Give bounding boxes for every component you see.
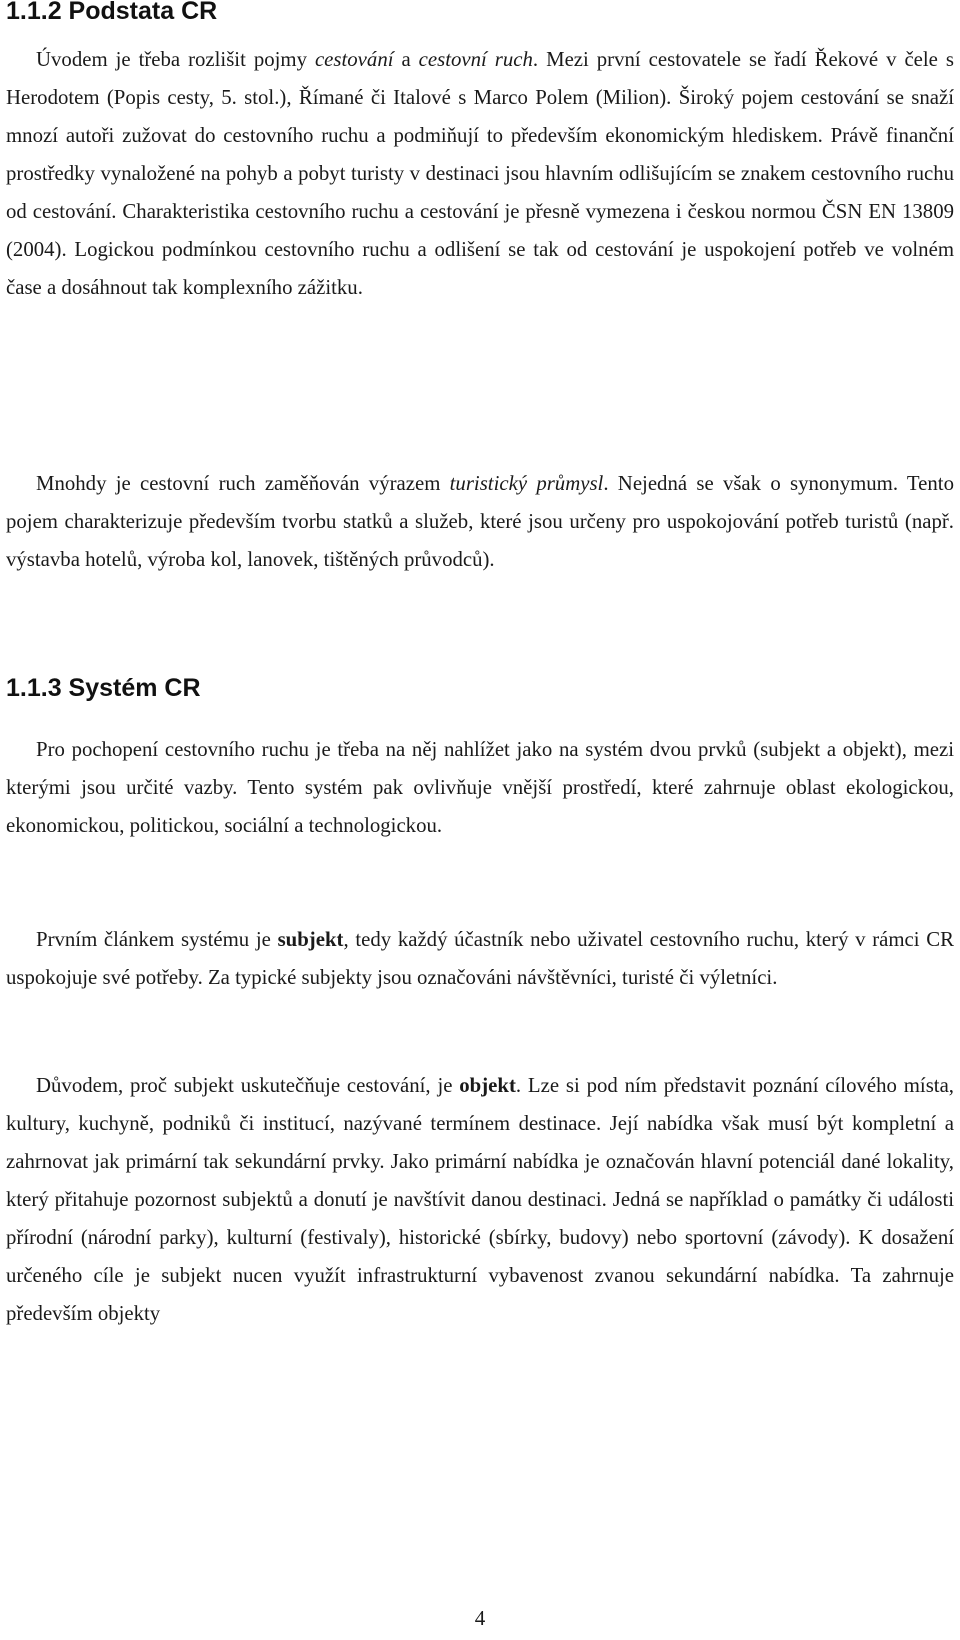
heading-podstata-cr: 1.1.2 Podstata CR bbox=[6, 0, 218, 25]
italic-term-turisticky-prumysl: turistický průmysl bbox=[449, 472, 604, 495]
paragraph-cestovani-vs-cestovni-ruch bbox=[6, 41, 954, 307]
text-run: Důvodem, proč subjekt uskutečňuje cestování, je bbox=[36, 1074, 460, 1097]
paragraph-objekt bbox=[6, 1067, 954, 1333]
text-run: , tedy každý účastník nebo uživatel cestovního ruchu, který v rámci CR uspokojuje své potřeby. Za typické subjekty jsou označováni návštěvníci, turisté či výletníci. bbox=[6, 928, 954, 989]
text-run: . Lze si pod ním představit poznání cílového místa, kultury, kuchyně, podniků či institucí, nazývané termínem destinace. Její nabídka však musí být kompletní a zahrnovat jak primární tak sekundární prvky. Jako primární nabídka je označován hlavní potenciál dané lokality, který přitahuje pozornost subjektů a donutí je navštívit danou destinaci. Jedná se například o památky či události přírodní (národní parky), kulturní (festivaly), historické (sbírky, budovy) nebo sportovní (závody). K dosažení určeného cíle je subjekt nucen využít infrastrukturní vybavenost zvanou sekundární nabídka. Ta zahrnuje především objekty bbox=[6, 1074, 954, 1325]
text-run: . Nejedná se však o synonymum. Tento pojem charakterizuje především tvorbu statků a služeb, které jsou určeny pro uspokojování potřeb turistů (např. výstavba hotelů, výroba kol, lanovek, tištěných průvodců). bbox=[6, 472, 954, 571]
text-run: Prvním článkem systému je bbox=[36, 928, 278, 951]
text-run: Mnohdy je cestovní ruch zaměňován výrazem bbox=[36, 472, 450, 495]
italic-term-cestovani: cestování bbox=[314, 48, 394, 71]
paragraph-subjekt bbox=[6, 921, 954, 997]
bold-term-subjekt: subjekt bbox=[277, 928, 344, 951]
text-run: a bbox=[393, 48, 419, 71]
paragraph-turisticky-prumysl bbox=[6, 465, 954, 579]
text-run: . Mezi první cestovatele se řadí Řekové v čele s Herodotem (Popis cesty, 5. stol.), Římané či Italové s Marco Polem (Milion). Široký pojem cestování se snaží mnozí autoři zužovat do cestovního ruchu a podmiňují to především ekonomickým hlediskem. Právě finanční prostředky vynaložené na pohyb a pobyt turisty v destinaci jsou hlavním odlišujícím se znakem cestovního ruchu od cestování. Charakteristika cestovního ruchu a cestování je přesně vymezena i českou normou ČSN EN 13809 (2004). Logickou podmínkou cestovního ruchu a odlišení se tak od cestování je uspokojení potřeb ve volném čase a dosáhnout tak komplexního zážitku. bbox=[6, 48, 954, 299]
text-run: Úvodem je třeba rozlišit pojmy bbox=[36, 48, 315, 71]
page-number: 4 bbox=[474, 1606, 486, 1630]
italic-term-cestovni-ruch: cestovní ruch bbox=[418, 48, 533, 71]
heading-system-cr: 1.1.3 Systém CR bbox=[6, 674, 201, 702]
paragraph-system-dvou-prvku: Pro pochopení cestovního ruchu je třeba na něj nahlížet jako na systém dvou prvků (subjekt a objekt), mezi kterými jsou určité vazby. Tento systém pak ovlivňuje vnější prostředí, které zahrnuje oblast ekologickou, ekonomickou, politickou, sociální a technologickou. bbox=[6, 738, 954, 837]
bold-term-objekt: objekt bbox=[459, 1074, 516, 1097]
